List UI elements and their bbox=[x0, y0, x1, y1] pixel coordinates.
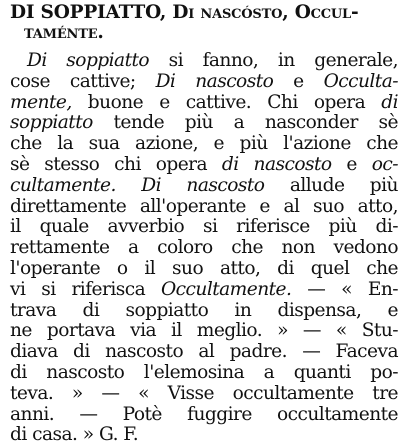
body-text-run: buone e cattive. Chi opera bbox=[71, 91, 382, 113]
body-text-run: di casa. » G. F. bbox=[10, 424, 139, 446]
body-text-run: il quale avverbio si riferisce più di- bbox=[10, 216, 398, 238]
italic-term: Occulta- bbox=[323, 70, 398, 92]
body-line bbox=[10, 93, 398, 114]
italic-term: di nascosto bbox=[221, 153, 332, 175]
italic-term: soppiatto bbox=[10, 112, 93, 134]
body-text-run: trava di soppiatto in dispensa, e bbox=[10, 299, 398, 321]
body-text-run: di nascosto l'elemosina a quanti po- bbox=[10, 361, 398, 383]
italic-term: Di nascosto bbox=[141, 174, 265, 196]
body-line bbox=[10, 405, 398, 426]
body-line bbox=[10, 113, 398, 134]
body-line bbox=[10, 363, 398, 384]
italic-term: di bbox=[381, 91, 398, 113]
body-text-run: e bbox=[273, 70, 324, 92]
body-text-run: ne portava via il meglio. » — « Stu- bbox=[10, 320, 398, 342]
body-line bbox=[10, 238, 398, 259]
italic-term: oc- bbox=[371, 153, 398, 175]
body-line bbox=[10, 342, 398, 363]
body-line bbox=[10, 197, 398, 218]
body-text-run: tende più a nasconder sè bbox=[92, 112, 398, 134]
body-text-run: rettamente a coloro che non vedono bbox=[10, 237, 398, 259]
headword-separator: , bbox=[282, 2, 295, 23]
entry-heading-line-1 bbox=[10, 3, 398, 23]
body-text-run: — « En- bbox=[291, 278, 398, 300]
body-line bbox=[10, 321, 398, 342]
italic-term: mente, bbox=[10, 91, 72, 113]
body-line bbox=[10, 217, 398, 238]
body-line bbox=[10, 425, 398, 446]
entry-heading bbox=[10, 3, 398, 43]
italic-term: cultamente. bbox=[10, 174, 116, 196]
body-line bbox=[10, 301, 398, 322]
headword-di-soppiatto: DI SOPPIATTO, bbox=[10, 2, 167, 23]
body-line bbox=[10, 384, 398, 405]
body-line bbox=[10, 72, 398, 93]
italic-term: Di nascosto bbox=[155, 70, 274, 92]
entry-body bbox=[10, 51, 398, 446]
headword-di-nascosto: Di nascósto bbox=[166, 2, 283, 23]
body-line bbox=[10, 176, 398, 197]
italic-term: Di soppiatto bbox=[27, 50, 150, 71]
italic-term: Occultamente. bbox=[160, 278, 292, 300]
body-line bbox=[10, 134, 398, 155]
body-text-run: cose cattive; bbox=[10, 70, 156, 92]
body-text-run: sè stesso chi opera bbox=[10, 153, 222, 175]
headword-occultamente-part2: taménte. bbox=[24, 22, 104, 43]
body-text-run: teva. » — « Visse occultamente tre bbox=[10, 382, 398, 404]
body-text-run: e bbox=[331, 153, 372, 175]
dictionary-entry bbox=[10, 3, 398, 446]
body-text-run: diava di nascosto al padre. — Faceva bbox=[10, 341, 398, 363]
body-text-run bbox=[116, 175, 141, 196]
body-line bbox=[10, 259, 398, 280]
headword-occultamente-part1: Occul- bbox=[294, 2, 359, 23]
body-text-run: si fanno, in generale, bbox=[149, 50, 398, 71]
body-text-run: anni. — Potè fuggire occultamente bbox=[10, 403, 398, 425]
body-text-run: che la sua azione, e più l'azione che bbox=[10, 133, 398, 155]
body-text-run: l'operante o il suo atto, di quel che bbox=[10, 257, 398, 279]
body-text-run: vi si riferisca bbox=[10, 278, 161, 300]
body-line bbox=[10, 155, 398, 176]
body-line bbox=[10, 280, 398, 301]
body-line bbox=[10, 51, 398, 72]
body-text-run: allude più bbox=[264, 174, 398, 196]
body-text-run: direttamente all'operante e al suo atto, bbox=[10, 195, 398, 217]
